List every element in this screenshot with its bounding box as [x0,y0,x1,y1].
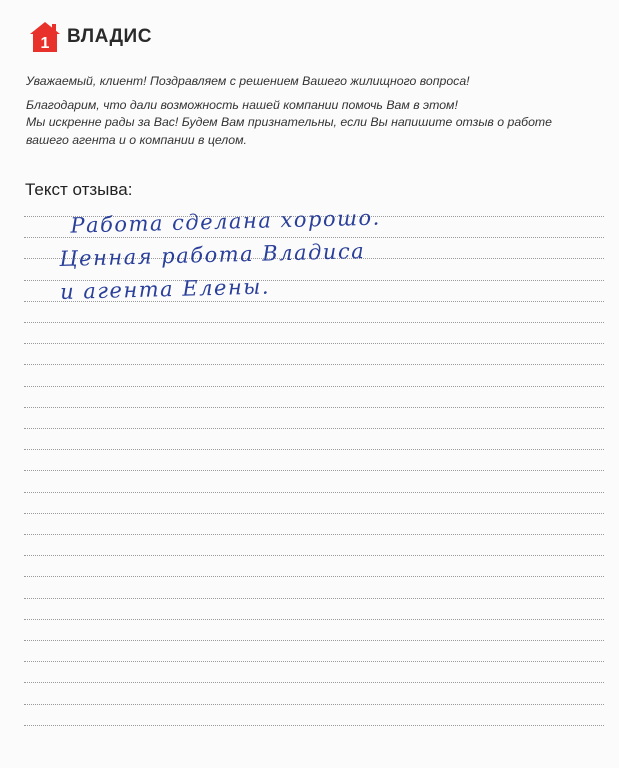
writing-line [24,513,604,514]
intro-line-1: Благодарим, что дали возможность нашей компании помочь Вам в этом! [26,97,458,112]
writing-line [24,322,604,323]
intro-line-3: вашего агента и о компании в целом. [26,132,247,147]
writing-line [24,619,604,620]
writing-line [24,555,604,556]
writing-line [24,428,604,429]
intro-text [26,73,596,149]
writing-line [24,407,604,408]
brand-name: ВЛАДИС [67,26,152,47]
house-key-icon [27,20,63,54]
writing-line [24,534,604,535]
writing-line [24,640,604,641]
writing-line [24,386,604,387]
writing-line [24,449,604,450]
writing-line [24,682,604,683]
writing-line [24,470,604,471]
writing-line [24,661,604,662]
writing-line [24,492,604,493]
writing-line [24,704,604,705]
brand-logo [27,20,152,54]
writing-line [24,725,604,726]
intro-line-2: Мы искренне рады за Вас! Будем Вам признательны, если Вы напишите отзыв о работе [26,115,553,129]
writing-line [24,364,604,365]
handwritten-line-3: и агента Елены. [59,274,271,304]
handwritten-review [58,196,580,309]
writing-line [24,598,604,599]
review-title: Текст отзыва: [25,180,133,199]
logo-digit: 1 [40,35,50,52]
writing-line [24,576,604,577]
handwritten-line-1: Работа сделана хорошо. [70,205,382,238]
intro-greeting: Уважаемый, клиент! Поздравляем с решением Вашего жилищного вопроса! [26,74,470,88]
writing-line [24,343,604,344]
handwritten-line-2: Ценная работа Владиса [58,238,366,271]
